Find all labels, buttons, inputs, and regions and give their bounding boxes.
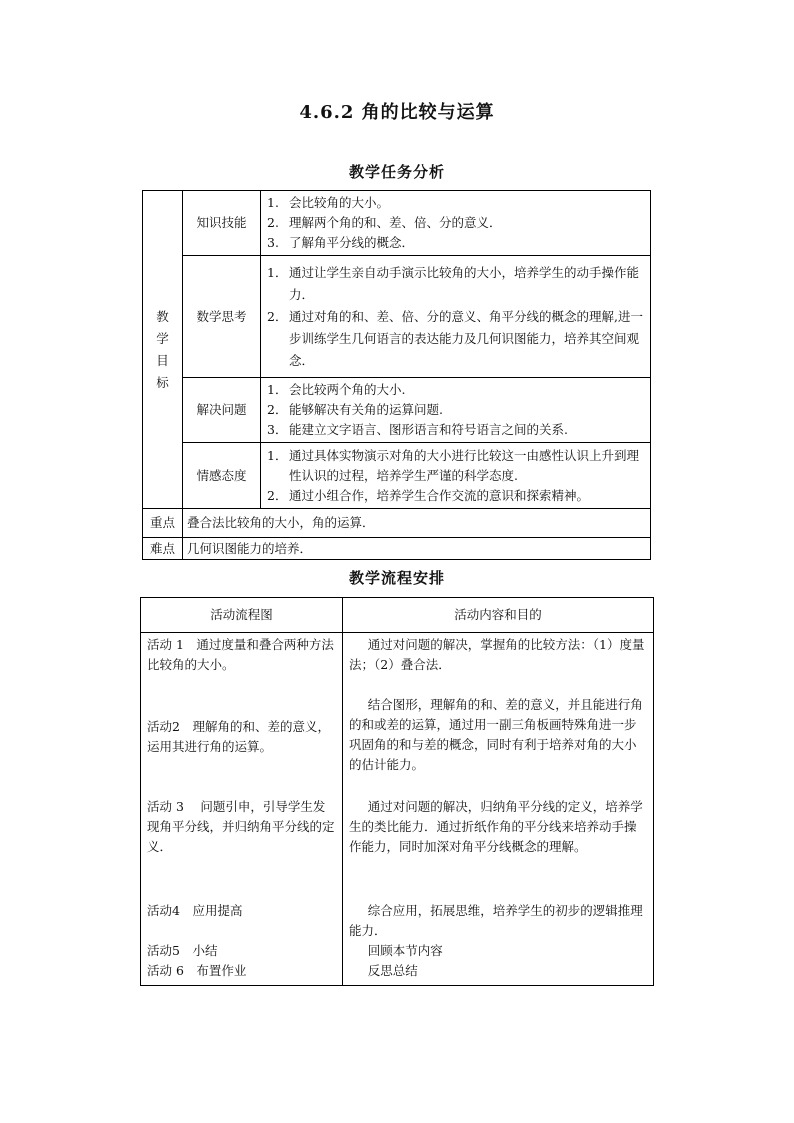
activity-5: 活动5 小结: [147, 943, 218, 958]
activity-6: 活动 6 布置作业: [147, 963, 247, 978]
flow-activities-column: [141, 633, 343, 986]
item-number: 1．: [267, 382, 288, 397]
page-title: 4.6.2 角的比较与运算: [299, 102, 495, 123]
goals-category-char: 学: [156, 330, 169, 346]
flow-table: [140, 597, 654, 986]
goal-items-problem-solving: [261, 378, 651, 443]
content-5: 回顾本节内容: [367, 943, 443, 958]
item-text: 会比较两个角的大小.: [289, 382, 406, 397]
item-number: 1.: [267, 195, 279, 210]
goal-items-thinking: [261, 256, 651, 378]
goals-category-char: 标: [156, 374, 169, 390]
goal-label-knowledge: 知识技能: [183, 191, 261, 256]
item-text: 理解两个角的和、差、倍、分的意义．: [289, 215, 502, 230]
item-number: 2．: [267, 308, 288, 324]
goal-label-attitude: 情感态度: [183, 443, 261, 509]
section-title-flow: 教学流程安排: [348, 569, 445, 587]
difficulty-label: 难点: [143, 538, 183, 560]
goal-label-thinking: 数学思考: [183, 256, 261, 378]
goals-category-cell: [143, 191, 183, 509]
item-text: 了解角平分线的概念．: [289, 235, 415, 250]
item-number: 1．: [267, 447, 288, 463]
item-number: 1．: [267, 264, 288, 280]
item-text: 通过对角的和、差、倍、分的意义、角平分线的概念的理解,进一步训练学生几何语言的表达能力及几何识图能力，培养其空间观念．: [289, 308, 643, 368]
flow-header-content: 活动内容和目的: [343, 598, 654, 633]
item-number: 3.: [267, 235, 279, 250]
item-text: 能够解决有关角的运算问题.: [289, 402, 443, 417]
item-text: 会比较角的大小。: [289, 195, 390, 210]
item-number: 2．: [267, 487, 288, 503]
activity-3: 活动 3 问题引申，引导学生发现角平分线，并归纳角平分线的定义．: [147, 799, 335, 854]
content-1: 通过对问题的解决，掌握角的比较方法：（1）度量法；（2）叠合法．: [349, 637, 645, 672]
content-3: 通过对问题的解决，归纳角平分线的定义，培养学生的类比能力．通过折纸作角的平分线来培养动手操作能力，同时加深对角平分线概念的理解。: [349, 799, 643, 854]
content-2: 结合图形，理解角的和、差的意义，并且能进行角的和或差的运算，通过用一副三角板画特殊角进一步巩固角的和与差的概念，同时有利于培养对角的大小的估计能力。: [349, 697, 643, 772]
activity-2: 活动2 理解角的和、差的意义，运用其进行角的运算。: [147, 719, 330, 754]
goals-category-char: 目: [156, 352, 169, 368]
item-number: 3．: [267, 422, 288, 437]
activity-1: 活动 1 通过度量和叠合两种方法比较角的大小。: [147, 637, 334, 672]
key-point-text: 叠合法比较角的大小，角的运算．: [183, 509, 651, 538]
goals-table: [142, 190, 651, 560]
item-text: 通过具体实物演示对角的大小进行比较这一由感性认识上升到理性认识的过程，培养学生严谨的科学态度.: [289, 447, 640, 483]
item-text: 通过小组合作，培养学生合作交流的意识和探索精神。: [289, 487, 590, 503]
difficulty-text: 几何识图能力的培养．: [183, 538, 651, 560]
content-4: 综合应用，拓展思维，培养学生的初步的逻辑推理能力．: [349, 903, 643, 938]
activity-4: 活动4 应用提高: [147, 903, 243, 918]
flow-header-activities: 活动流程图: [141, 598, 343, 633]
goal-label-problem-solving: 解决问题: [183, 378, 261, 443]
flow-content-column: [343, 633, 654, 986]
content-6: 反思总结: [367, 963, 418, 978]
goal-items-knowledge: [261, 191, 651, 256]
item-text: 通过让学生亲自动手演示比较角的大小，培养学生的动手操作能力．: [289, 264, 640, 302]
section-title-task-analysis: 教学任务分析: [348, 163, 445, 181]
goals-category-char: 教: [156, 308, 169, 324]
item-text: 能建立文字语言、图形语言和符号语言之间的关系.: [289, 422, 568, 437]
item-number: 2.: [267, 215, 279, 230]
item-number: 2．: [267, 402, 288, 417]
goal-items-attitude: [261, 443, 651, 509]
key-point-label: 重点: [143, 509, 183, 538]
